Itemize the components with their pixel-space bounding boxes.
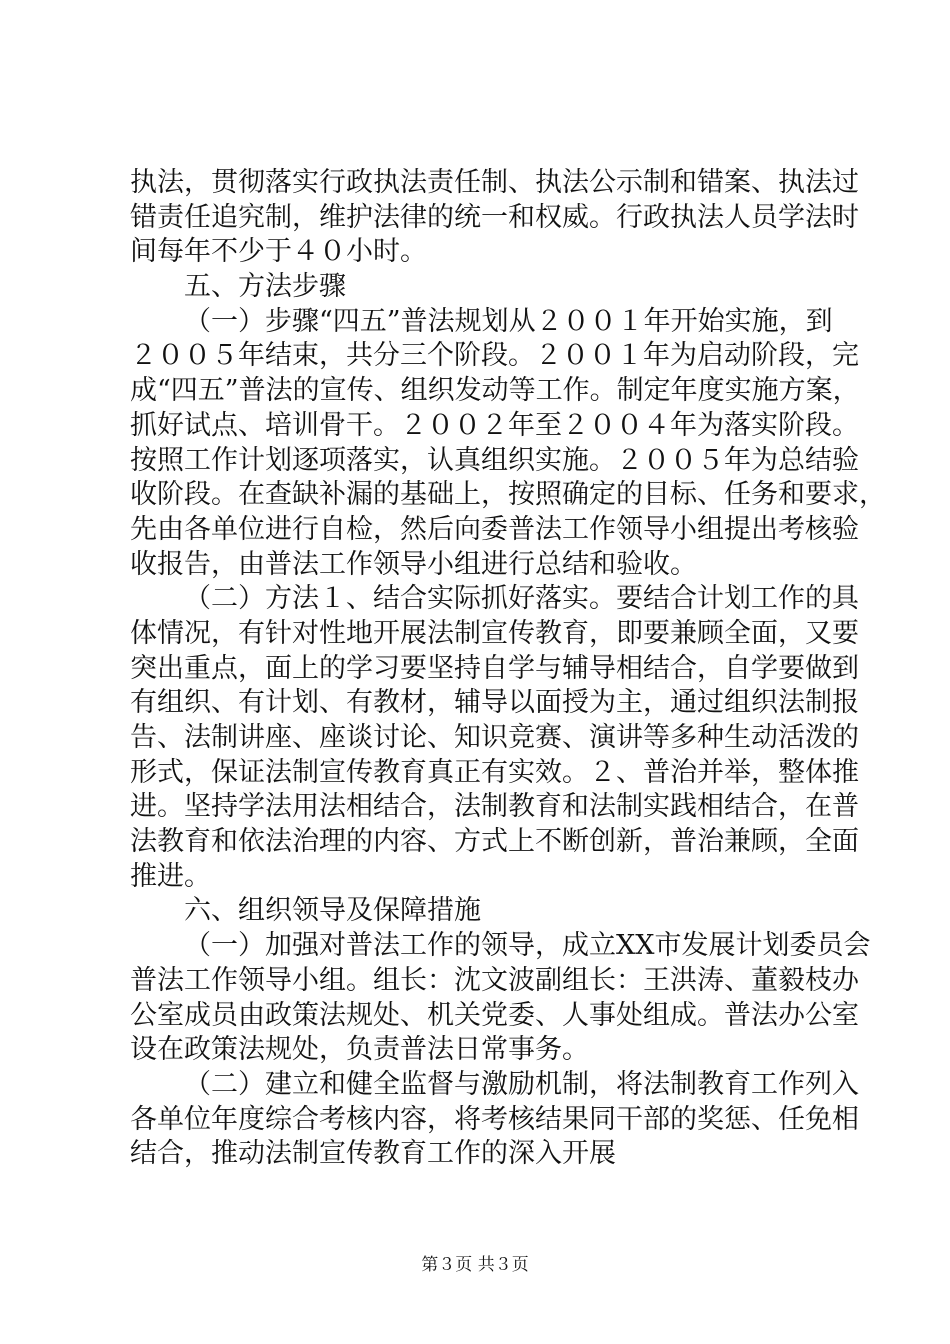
body-line: 普法工作领导小组。组长：沈文波副组长：王洪涛、董毅枝办 — [130, 964, 859, 996]
body-line: 收报告，由普法工作领导小组进行总结和验收。 — [130, 548, 697, 580]
section-heading: 五、方法步骤 — [184, 271, 346, 303]
body-line: 推进。 — [130, 860, 211, 892]
paragraph-start: （二）建立和健全监督与激励机制，将法制教育工作列入 — [184, 1068, 859, 1100]
body-line: 成“四五”普法的宣传、组织发动等工作。制定年度实施方案， — [130, 375, 860, 407]
body-line: 抓好试点、培训骨干。２００２年至２００４年为落实阶段。 — [130, 409, 859, 441]
body-line: 有组织、有计划、有教材，辅导以面授为主，通过组织法制报 — [130, 687, 859, 719]
body-line: 间每年不少于４０小时。 — [130, 236, 427, 268]
body-line: 进。坚持学法用法相结合，法制教育和法制实践相结合，在普 — [130, 791, 859, 823]
body-line: 执法，贯彻落实行政执法责任制、执法公示制和错案、执法过 — [130, 167, 859, 198]
body-line: 告、法制讲座、座谈讨论、知识竞赛、演讲等多种生动活泼的 — [130, 722, 859, 753]
body-line: 结合，推动法制宣传教育工作的深入开展 — [130, 1138, 616, 1170]
page-number-footer: 第３页 共３页 — [421, 1255, 529, 1275]
body-line: 体情况，有针对性地开展法制宣传教育，即要兼顾全面，又要 — [130, 617, 859, 649]
body-line: 收阶段。在查缺补漏的基础上，按照确定的目标、任务和要求， — [130, 479, 886, 511]
paragraph-start: （一）加强对普法工作的领导，成立XX市发展计划委员会 — [184, 930, 871, 962]
body-line: 法教育和依法治理的内容、方式上不断创新，普治兼顾，全面 — [130, 826, 859, 858]
body-line: 错责任追究制，维护法律的统一和权威。行政执法人员学法时 — [130, 201, 859, 233]
document-body — [130, 166, 886, 1172]
section-heading: 六、组织领导及保障措施 — [184, 895, 481, 927]
body-line: 公室成员由政策法规处、机关党委、人事处组成。普法办公室 — [130, 999, 859, 1031]
body-line: 形式，保证法制宣传教育真正有实效。２、普治并举，整体推 — [130, 756, 859, 788]
body-line: ２００５年结束，共分三个阶段。２００１年为启动阶段，完 — [130, 340, 859, 372]
paragraph-start: （一）步骤“四五”普法规划从２００１年开始实施，到 — [184, 305, 833, 337]
paragraph-start: （二）方法１、结合实际抓好落实。要结合计划工作的具 — [184, 583, 859, 615]
body-line: 突出重点，面上的学习要坚持自学与辅导相结合，自学要做到 — [130, 652, 859, 684]
body-line: 各单位年度综合考核内容，将考核结果同干部的奖惩、任免相 — [130, 1103, 859, 1135]
body-line: 先由各单位进行自检，然后向委普法工作领导小组提出考核验 — [130, 513, 859, 545]
body-line: 设在政策法规处，负责普法日常事务。 — [130, 1034, 589, 1066]
body-line: 按照工作计划逐项落实，认真组织实施。２００５年为总结验 — [130, 444, 859, 476]
